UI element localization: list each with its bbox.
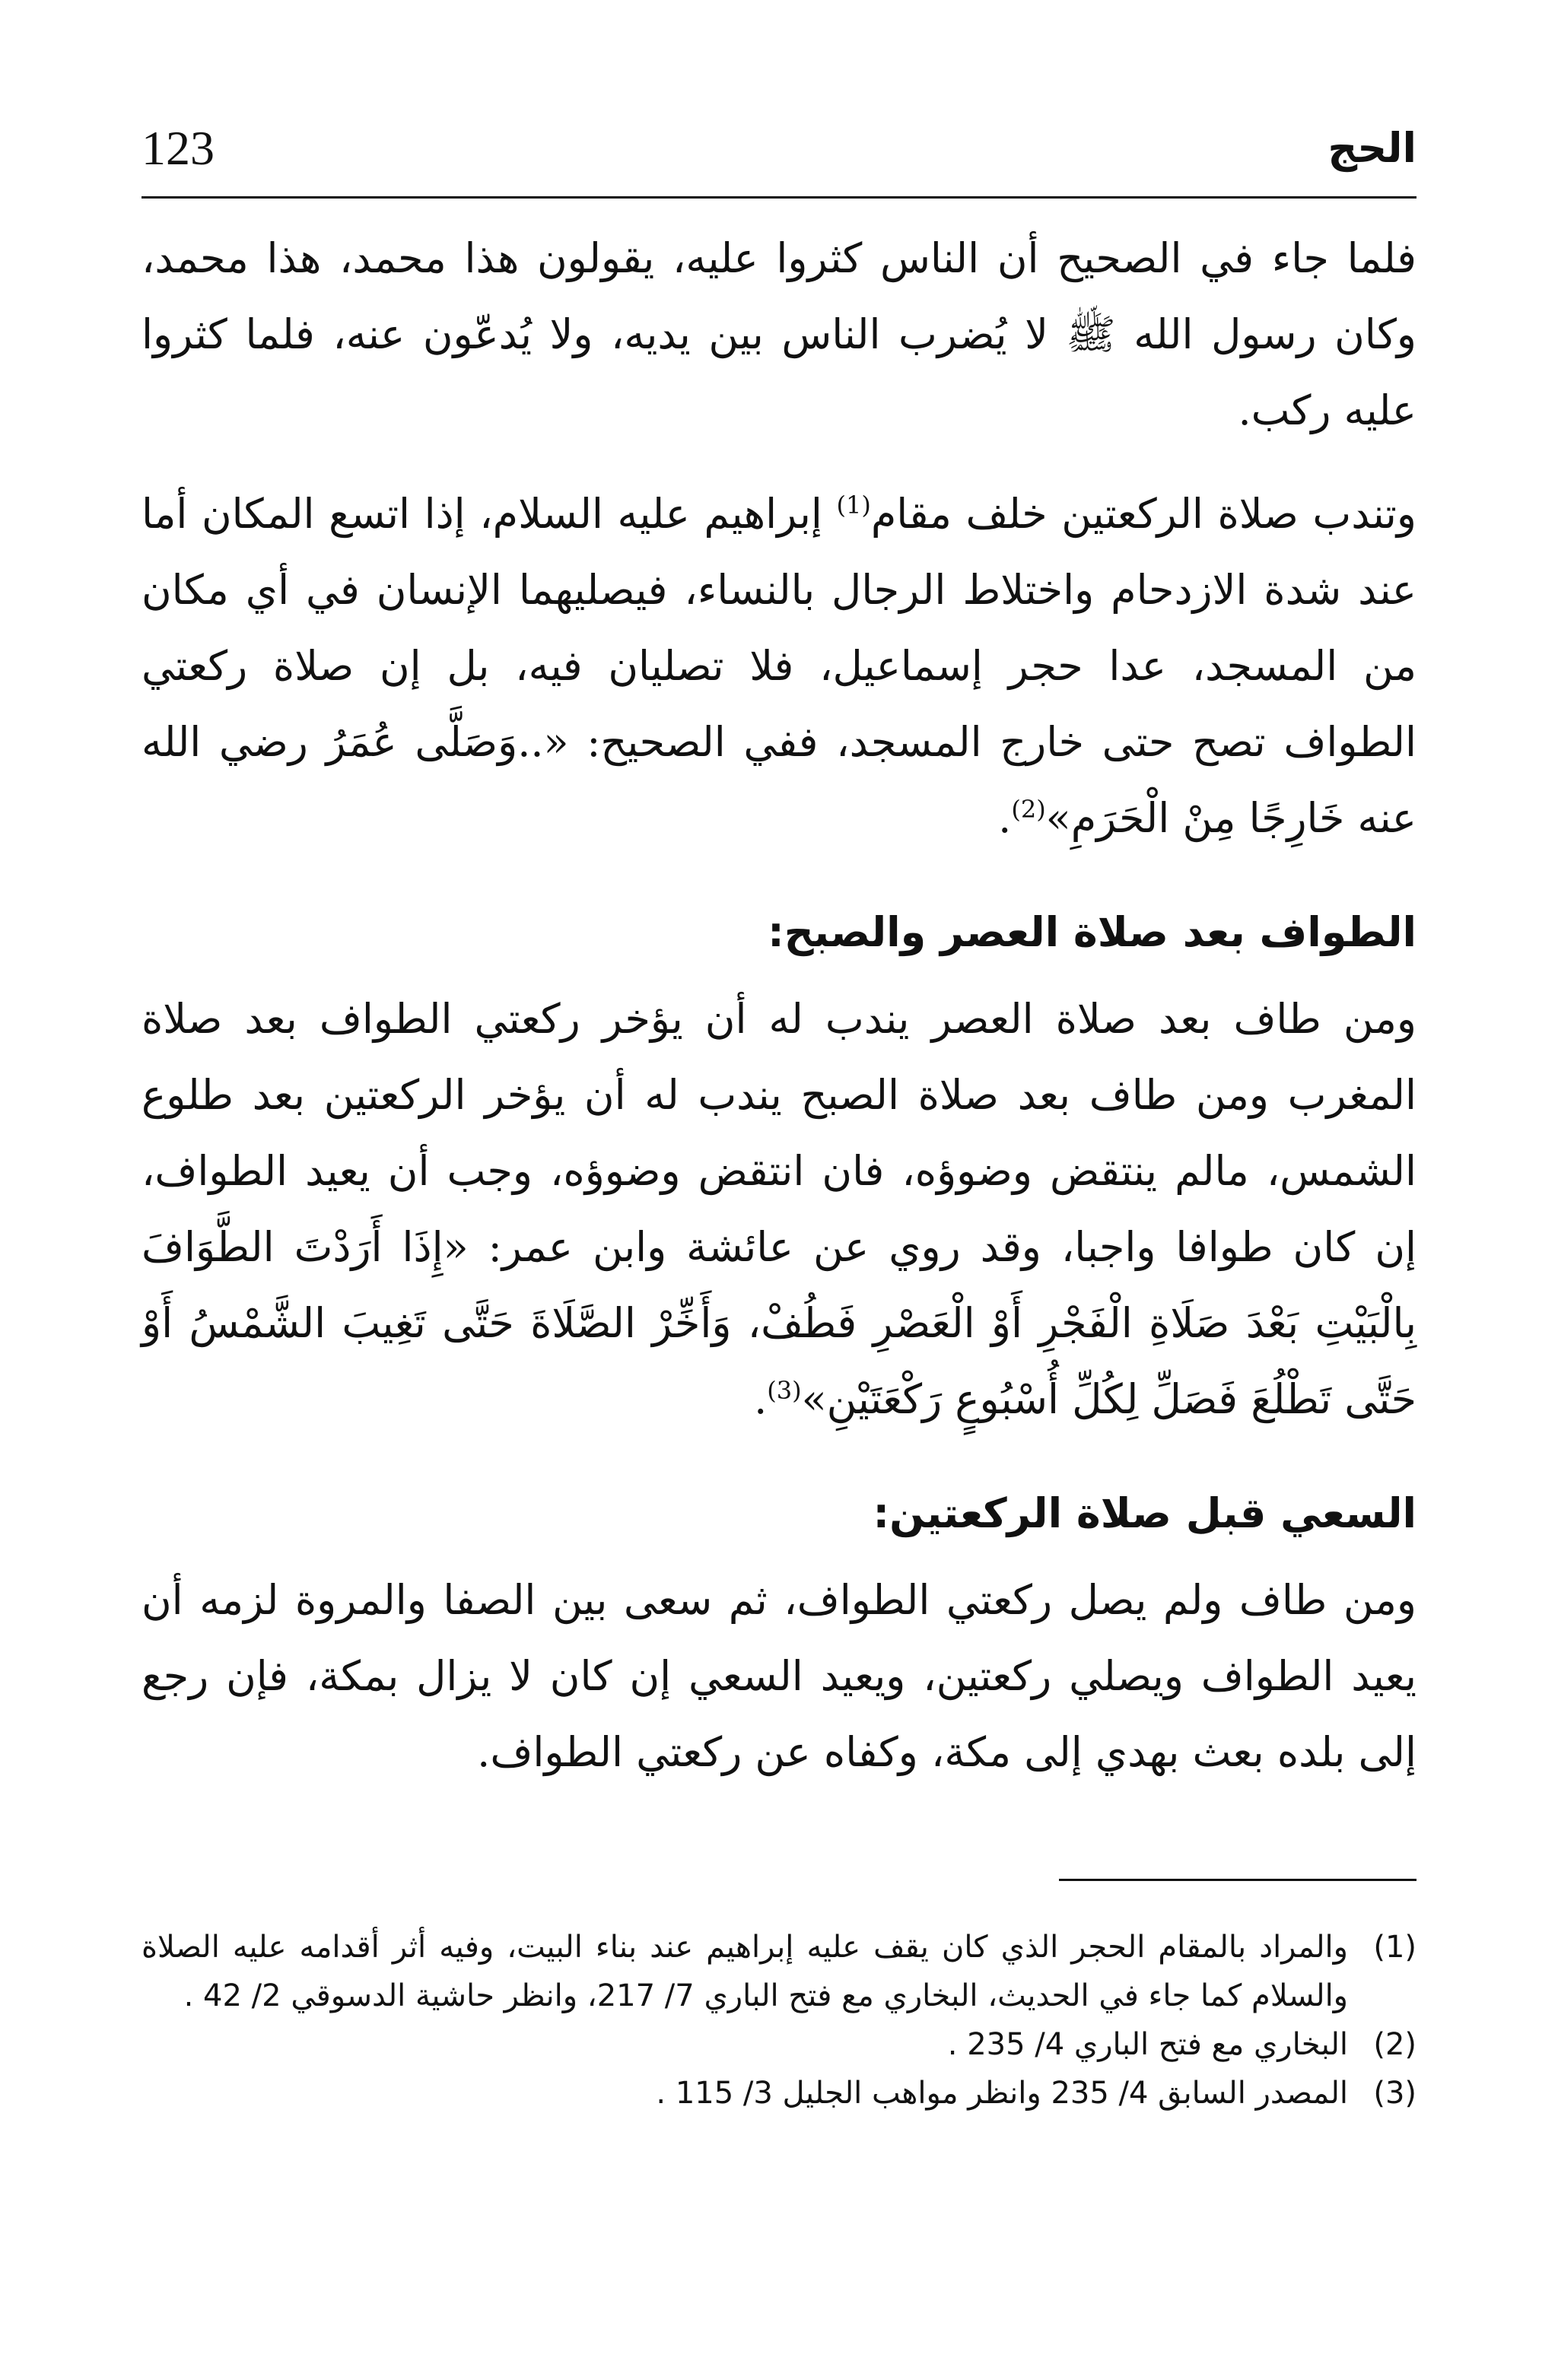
paragraph-2-part-a: وتندب صلاة الركعتين خلف مقام [870,490,1417,538]
main-text [141,221,1417,1791]
page-number: 123 [141,121,215,175]
footnote-1 [141,1923,1417,2020]
footnote-rule [1059,1879,1417,1881]
footnote-ref-3: (3) [767,1376,802,1405]
paragraph-3 [141,981,1417,1438]
footnote-number: (3) [1373,2076,1417,2111]
footnote-text: البخاري مع فتح الباري 4/ 235 . [947,2027,1348,2062]
paragraph-1: فلما جاء في الصحيح أن الناس كثروا عليه، يقولون هذا محمد، هذا محمد، وكان رسول الله ﷺ لا يُضرب الناس بين يديه، ولا يُدعّون عنه، فلما كثروا عليه ركب. [141,234,1417,434]
page-header [141,114,1417,183]
paragraph-3-text: ومن طاف بعد صلاة العصر يندب له أن يؤخر ركعتي الطواف بعد صلاة المغرب ومن طاف بعد صلاة الصبح يندب له أن يؤخر الركعتين بعد طلوع الشمس، مالم ينتقض وضوؤه، فان انتقض وضوؤه، وجب أن يعيد الطواف، إن كان طوافا واجبا، وقد روي عن عائشة وابن عمر: «إِذَا أَرَدْتَ الطَّوَافَ بِالْبَيْتِ بَعْدَ صَلَاةِ الْفَجْرِ أَوْ الْعَصْرِ فَطُفْ، وَأَخِّرْ الصَّلَاةَ حَتَّى تَغِيبَ الشَّمْسُ أَوْ حَتَّى تَطْلُعَ فَصَلِّ لِكُلِّ أُسْبُوعٍ رَكْعَتَيْنِ» [141,995,1417,1423]
footnote-2 [141,2020,1417,2069]
paragraph-2-end: . [998,794,1012,842]
section-heading-sai-before-prayer: السعي قبل صلاة الركعتين: [873,1489,1417,1537]
footnote-text: المصدر السابق 4/ 235 وانظر مواهب الجليل 3/ 115 . [656,2076,1348,2111]
footnotes [141,1923,1417,2118]
running-title: الحج [1327,124,1417,172]
header-rule [141,196,1417,199]
footnote-number: (2) [1373,2027,1417,2062]
paragraph-3-end: . [754,1375,768,1423]
paragraph-2 [141,476,1417,856]
paragraph-2-part-b: إبراهيم عليه السلام، إذا اتسع المكان أما عند شدة الازدحام واختلاط الرجال بالنساء، فيصليهما الإنسان في أي مكان من المسجد، عدا حجر إسماعيل، فلا تصليان فيه، بل إن صلاة ركعتي الطواف تصح حتى خارج المسجد، ففي الصحيح: «..وَصَلَّى عُمَرُ رضي الله عنه خَارِجًا مِنْ الْحَرَمِ» [141,490,1417,842]
footnote-3 [141,2069,1417,2118]
footnote-ref-1: (1) [836,491,871,520]
paragraph-4: ومن طاف ولم يصل ركعتي الطواف، ثم سعى بين الصفا والمروة لزمه أن يعيد الطواف ويصلي ركعتين، ويعيد السعي إن كان لا يزال بمكة، فإن رجع إلى بلده بعث بهدي إلى مكة، وكفاه عن ركعتي الطواف. [141,1576,1417,1776]
footnote-number: (1) [1373,1930,1417,1965]
section-heading-tawaf-after-prayer: الطواف بعد صلاة العصر والصبح: [768,908,1417,956]
footnote-ref-2: (2) [1011,795,1046,824]
footnote-text: والمراد بالمقام الحجر الذي كان يقف عليه إبراهيم عند بناء البيت، وفيه أثر أقدامه عليه الصلاة والسلام كما جاء في الحديث، البخاري مع فتح الباري 7/ 217، وانظر حاشية الدسوقي 2/ 42 . [141,1930,1348,2013]
